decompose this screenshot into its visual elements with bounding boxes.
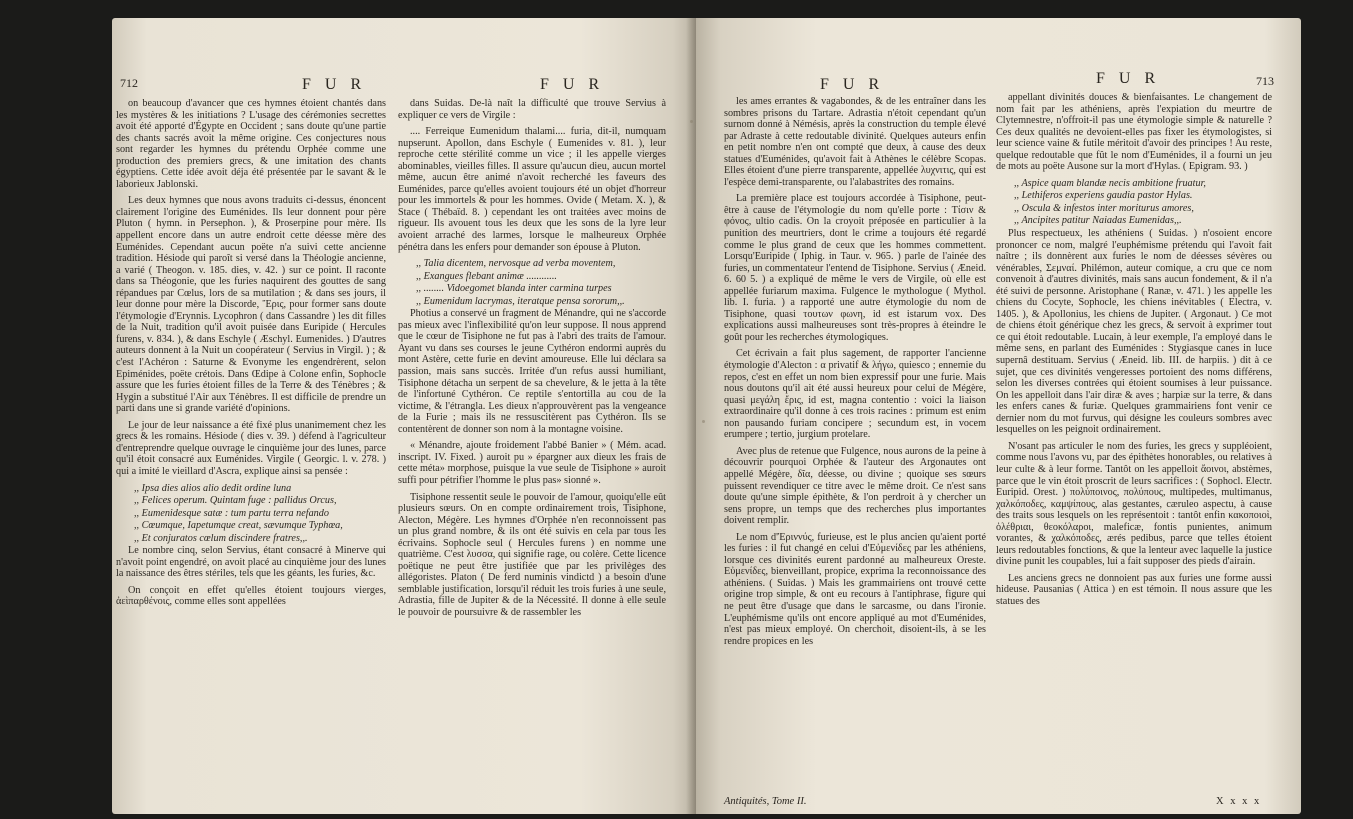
left-page-column-1: [116, 98, 386, 798]
paragraph: « Ménandre, ajoute froidement l'abbé Banier » ( Mém. acad. inscript. IV. Fixed. ) auroit pu » épargner aux dieux les frais de cette méta» morphose, puisque la vue seule de Tisiphone » auroit suffi pour pétrifier l'homme le plus pas» sionné ».: [398, 440, 666, 486]
paragraph: Avec plus de retenue que Fulgence, nous aurons de la peine à découvrir pourquoi Orphée & l'auteur des Argonautes ont appellé Mégère, δῖα, déesse, ou divine ; quoique ses sœurs puissent revendiquer ce titre avec le même droit. Ce n'est sans doute qu'une simple épithète, & l'on perdroit à y chercher un sens propre, un temps que des recherches plus importantes doivent remplir.: [724, 445, 986, 527]
verse-line: ,, Talia dicentem, nervosque ad verba moventem,: [416, 258, 616, 270]
verse-line: ,, Lethiferos experiens gaudia pastor Hylas.: [1014, 190, 1193, 202]
paragraph: N'osant pas articuler le nom des furies, les grecs y suppléoient, comme nous l'avons vu, par des épithètes honorables, ou relatives à leur culte & à leur forme. Tantôt on les appelloit ἄοινοι, abstèmes, parce que le vin étoit proscrit de leurs sacrifices : ( Sophocl. Electr. Euripid. Orest. ) πολύποινος, πολύπους, multipedes, multimanus, χαλκόποδες, καμψίπους, alas gestantes, cæruleo aspectu, à cause des traits sous lesquels on les représentoit : tantôt enfin κακοποιοὶ, ὀλέθριαι, θεοκόλαροι, maleficæ, fontis punientes, animum vorantes, & χαλκόποδες, ærés pedibus, parce que telles étoient leurs redoutables fonctions, & que la lenteur avec laquelle la justice divine punit les coupables, lui a fait supposer des pieds d'airain.: [996, 440, 1272, 568]
verse-line: ,, Ancipites patitur Naiadas Eumenidas,,.: [1014, 215, 1182, 227]
right-running-head-2: F U R: [1096, 70, 1161, 87]
left-running-head-1: F U R: [302, 76, 367, 93]
left-running-head-2: F U R: [540, 76, 605, 93]
right-page-column-2: [996, 92, 1272, 786]
paragraph: on beaucoup d'avancer que ces hymnes étoient chantés dans les mystères & les initiations ? L'usage des cérémonies secrettes avoit été apporté d'Égypte en Occident ; sans doute qu'une partie des chants sacrés avoit la même origine. Ces conjectures nous sont regarder les hymnes du prétendu Orphée comme une production des premiers grecs, & une imitation des chants égyptiens. Cette idée avoit déja été présentée par le savant & le laborieux Jablonski.: [116, 98, 386, 190]
paragraph: Le jour de leur naissance a été fixé plus unanimement chez les grecs & les romains. Hésiode ( dies v. 39. ) défend à l'agriculteur d'entreprendre quelque ouvrage le cinquième jour des lunes, parce qu'il étoit consacré aux Euménides. Virgile ( Georgic. l. v. 278. ) qui a imité le vieillard d'Ascra, explique ainsi sa pensée :: [116, 419, 386, 477]
paper-speck: [690, 120, 693, 123]
paragraph: .... Ferreique Eumenidum thalami.... furia, dit-il, numquam nupserunt. Apollon, dans Eschyle ( Eumenides v. 81. ), leur reproche cette stérilité comme un vice ; il les appelle vierges abominables, vieilles filles. Il assure qu'aucun dieu, aucun mortel même, aucun être animé n'avoit recherché les faveurs des Euménides, parce qu'elles avoient toujours été un objet d'horreur pour les immortels & pour les hommes. Ovide ( Metam. X. ), & Stace ( Thébaïd. 8. ) cependant les ont traitées avec moins de rigueur. Ils avouent tous les deux que les sons de la lyre leur avoient arraché des larmes, lorsque le malheureux Orphée pénétra dans les enfers pour demander son épouse à Pluton.: [398, 126, 666, 253]
paragraph: Tisiphone ressentit seule le pouvoir de l'amour, quoiqu'elle eût plusieurs sœurs. On en compte ordinairement trois, Tisiphone, Alecton, Mégère. Les hymnes d'Orphée n'en reconnoissent pas un plus grand nombre, & ils ont été suivis en cela par tous les écrivains. Sophocle seul ( Hercules furens ) en nomme une quatrième. C'est λυσσα, qui signifie rage, ou colère. Cette licence poëtique ne peut être justifiée que par les privilèges des allégoristes. Platon ( De ferd numinis vindictd ) a besoin d'une semblable justification, lorsqu'il réduit les trois furies à une seule, Adrastia, fille de Jupiter & de la Nécessité. Il donne à elle seule le pouvoir de poursuivre & de rassembler les: [398, 491, 666, 618]
paragraph: les ames errantes & vagabondes, & de les entraîner dans les sombres prisons du Tartare. Adrastia n'étoit cependant qu'un surnom donné à Némésis, après la construction du temple élevé par Adraste à cette redoutable divinité. Quelques auteurs enfin en petit nombre n'en ont compté que deux, à cause des deux statues d'Euménides, qu'avoit fait à Athènes le célèbre Scopas. Elles étoient d'une pierre transparente, appellée λυχνιτις, qui est l'espèce demi-transparente, ou l'alabastrites des romains.: [724, 96, 986, 188]
paragraph: Les deux hymnes que nous avons traduits ci-dessus, énoncent clairement l'origine des Euménides. Ils leur donnent pour père Pluton ( hymn. in Persephon. ), & Proserpine pour mère. Ils appellent encore dans un autre endroit cette déesse mère des Euménides. Cependant aucun poëte n'a suivi cette ancienne tradition. Hésiode qui paroît si versé dans la Théologie ancienne, a varié ( Theogon. v. 185. dies, v. 42. ) sur ce point. Il raconte dans sa Théogonie, que les furies naquirent des gouttes de sang répandues par Cœlus, lors de sa mutilation ; & dans ses jours, il leur donne pour mère la Discorde, Ἔρις, pour former sans doute l'étymologie d'Erynnis. Lycophron ( dans Cassandre ) les dit filles de la Nuit, tradition qu'il avoit puisée dans Euripide ( Hercules furens, v. 834. ), & dans Eschyle ( Æschyl. Eumenides. ) D'autres auteurs donnent à la Nuit un coopérateur ( Servius in Virgil. ) ; & c'est l'Achéron : Saturne & Evonyme les engendrèrent, selon Epiménides, poëte crétois. Dans Œdipe à Colone enfin, Sophocle assure que les furies étoient filles de la Terre & des Ténèbres ; & Hygin a substitué l'Air aux Ténèbres. Il est difficile de prendre un parti dans une si grande variété d'opinions.: [116, 195, 386, 415]
paragraph: On conçoit en effet qu'elles étoient toujours vierges, ἀεὶπαρθένοις, comme elles sont appellées: [116, 584, 386, 608]
signature-mark: X x x x: [1216, 796, 1262, 807]
right-page-column-1: [724, 96, 986, 786]
verse-line: ,, ........ Vidoegomet blanda inter carmina turpes: [416, 283, 612, 295]
verse-line: ,, Aspice quam blandæ necis ambitione fruatur,: [1014, 177, 1206, 189]
paragraph: Cet écrivain a fait plus sagement, de rapporter l'ancienne étymologie d'Alecton : α privatif & λήγω, quiesco ; ennemie du repos, c'est en effet un nom bien expressif pour une furie. Mais nous doutons qu'il ait été aussi heureux pour celui de Mégère, quasi μεγάλη ἔρις, id est, magna contentio : voici la liaison extraordinaire qu'il donne à ces trois racines : primum est enim non pausando furiam concipere ; secundum est, in vocem erumpere ; tertio, jurgium protelare.: [724, 348, 986, 441]
left-page-number: 712: [120, 76, 138, 90]
paragraph: Le nombre cinq, selon Servius, étant consacré à Minerve qui n'avoit point engendré, on avoit placé au cinquième jour des lunes la naissance des êtres stériles, tels que les géants, les furies, &c.: [116, 545, 386, 580]
verse-line: ,, Et conjuratos cœlum discindere fratres,,.: [134, 532, 308, 544]
paragraph: appellant divinités douces & bienfaisantes. Le changement de nom fait par les athéniens, après l'expiation du meurtre de Clytemnestre, n'offroit-il pas une étymologie simple & naturelle ? Ces deux qualités ne devoient-elles pas fixer les étymologistes, si leur science vaine & futile méritoit d'avoir des principes ! Au reste, quelque redoutable que fût le nom d'Euménides, il a fourni un jeu de mots au poëte Ausone sur la mort d'Hylas. ( Epigram. 93. ): [996, 92, 1272, 173]
paragraph: Le nom d'Ἐριννύς, furieuse, est le plus ancien qu'aient porté les furies : il fut changé en celui d'Εὐμενίδες par les athéniens, lorsque ces divinités eurent pardonné au malheureux Oreste. Εὐμενίδες, bienveillant, propice, exprima la reconnoissance des athéniens. ( Suidas. ) Mais les grammairiens ont trouvé cette origine trop simple, & ont eu recours à l'antiphrase, figure qui ne peut être d'usage que dans le sarcasme, ou dans l'ironie. L'euphémisme qu'ils ont encore appliqué au mot d'Euménides, n'est pas mieux employé. On cherchoit, disoient-ils, à se les rendre propices en les: [724, 531, 986, 647]
paragraph: La première place est toujours accordée à Tisiphone, peut-être à cause de l'étymologie du nom qu'elle porte : Τίσιν & φόνος, ultio cadis. On la croyoit préposée en particulier à la punition des meurtriers, dont le crime a toujours été regardé comme le plus grand de ceux que les hommes commettent. Lorsqu'Euripide ( Iphig. in Taur. v. 965. ) parle de l'ainée des furies, un commentateur l'entend de Tisiphone. Servius ( Æneid. 6. 60 5. ) a expliqué de même le vers de Virgile, où elle est appellée furiarum maxima. Fulgence le mythologue ( Mythol. lib. I. furia. ) a rapporté une autre étymologie du nom de Tisiphone, quasi τουτων φωνη, id est istarum vox. Des explications aussi malheureuses sont très-propres à éteindre le goût pour les recherches étymologiques.: [724, 193, 986, 343]
paragraph: Les anciens grecs ne donnoient pas aux furies une forme aussi hideuse. Pausanias ( Attica ) en est témoin. Il nous assure que les statues des: [996, 572, 1272, 607]
paragraph: Plus respectueux, les athéniens ( Suidas. ) n'osoient encore prononcer ce nom, malgré l'euphémisme prétendu qui l'avoit fait naître ; ils donnèrent aux furies le nom de déesses sévères ou vénérables, Σεμναί. Philémon, auteur comique, a cru que ce nom convenoit à d'autres divinités, mais sans aucun fondement, & il n'a été suivi de personne. Aristophane ( Ranæ, v. 471. ) les appelle les chiens du Cocyte, Sophocle, les chiens inévitables ( Electra, v. 1405. ), & Apollonius, les chiens de Jupiter. ( Argonaut. ) Ce mot de chiens étoit générique chez les grecs, & servoit à exprimer tout ce qui étoit redoutable. Lucain, à leur exemple, l'a employé dans le même sens, en parlant des Euménides : Stygiasque canes in luce supernâ destituam. Servius ( Æneid. lib. III. de harpiis. ) dit à ce sujet, que ces divinités vengeresses portoient des noms différens, selon les diverses contrées qui étoient soumises à leur puissance. On les appelloit dans l'air diræ & aves ; harpiæ sur la terre, & dans les enfers canes & furiæ. Quelques grammairiens font venir ce dernier nom du mot furvus, qui désigne les couleurs sombres avec lesquelles on les peignoit ordinairement.: [996, 228, 1272, 436]
verse-line: ,, Eumenidum lacrymas, iteratque pensa sororum,,.: [416, 295, 625, 307]
right-running-head-1: F U R: [820, 76, 885, 93]
left-page-column-2: [398, 98, 666, 798]
paragraph: dans Suidas. De-là naît la difficulté que trouve Servius à expliquer ce vers de Virgile :: [398, 98, 666, 121]
page-footer: Antiquités, Tome II.: [724, 796, 807, 807]
right-page-number: 713: [1256, 74, 1274, 88]
left-page: [112, 18, 696, 814]
verse-line: ,, Exangues flebant animæ ............: [416, 270, 557, 282]
paragraph: Photius a conservé un fragment de Ménandre, qui ne s'accorde pas mieux avec l'inflexibilité qu'on leur suppose. Il nous apprend que le cœur de Tisiphone ne fut pas à l'abri des traits de l'amour. Ayant vu dans ses courses le jeune Cythéron endormi auprès du mont Astère, cette furie en devint amoureuse. Elle lui déclara sa passion, mais sans succès. Irritée d'un refus aussi humiliant, Tisiphone détacha un serpent de sa chevelure, & le jetta à la tête de l'infortuné Cythéron. Ce reptile s'entortilla au cou de la victime, & l'étrangla. Les dieux n'approuvèrent pas la vengeance de la Furie ; mais ils ne ressuscitèrent pas Cythéron. Ils se contentèrent de donner son nom à la montagne voisine.: [398, 308, 666, 435]
verse-line: ,, Oscula & infestos inter moriturus amores,: [1014, 202, 1194, 214]
right-page: [696, 18, 1301, 814]
verse-line: ,, Felices operum. Quintam fuge : pallidus Orcus,: [134, 495, 337, 507]
paper-speck: [702, 420, 705, 423]
verse-line: ,, Eumenidesque satæ : tum partu terra nefando: [134, 507, 329, 519]
verse-line: ,, Ipsa dies alios alio dedit ordine luna: [134, 482, 292, 494]
verse-line: ,, Cœumque, Iapetumque creat, sævumque Typhœa,: [134, 520, 343, 532]
